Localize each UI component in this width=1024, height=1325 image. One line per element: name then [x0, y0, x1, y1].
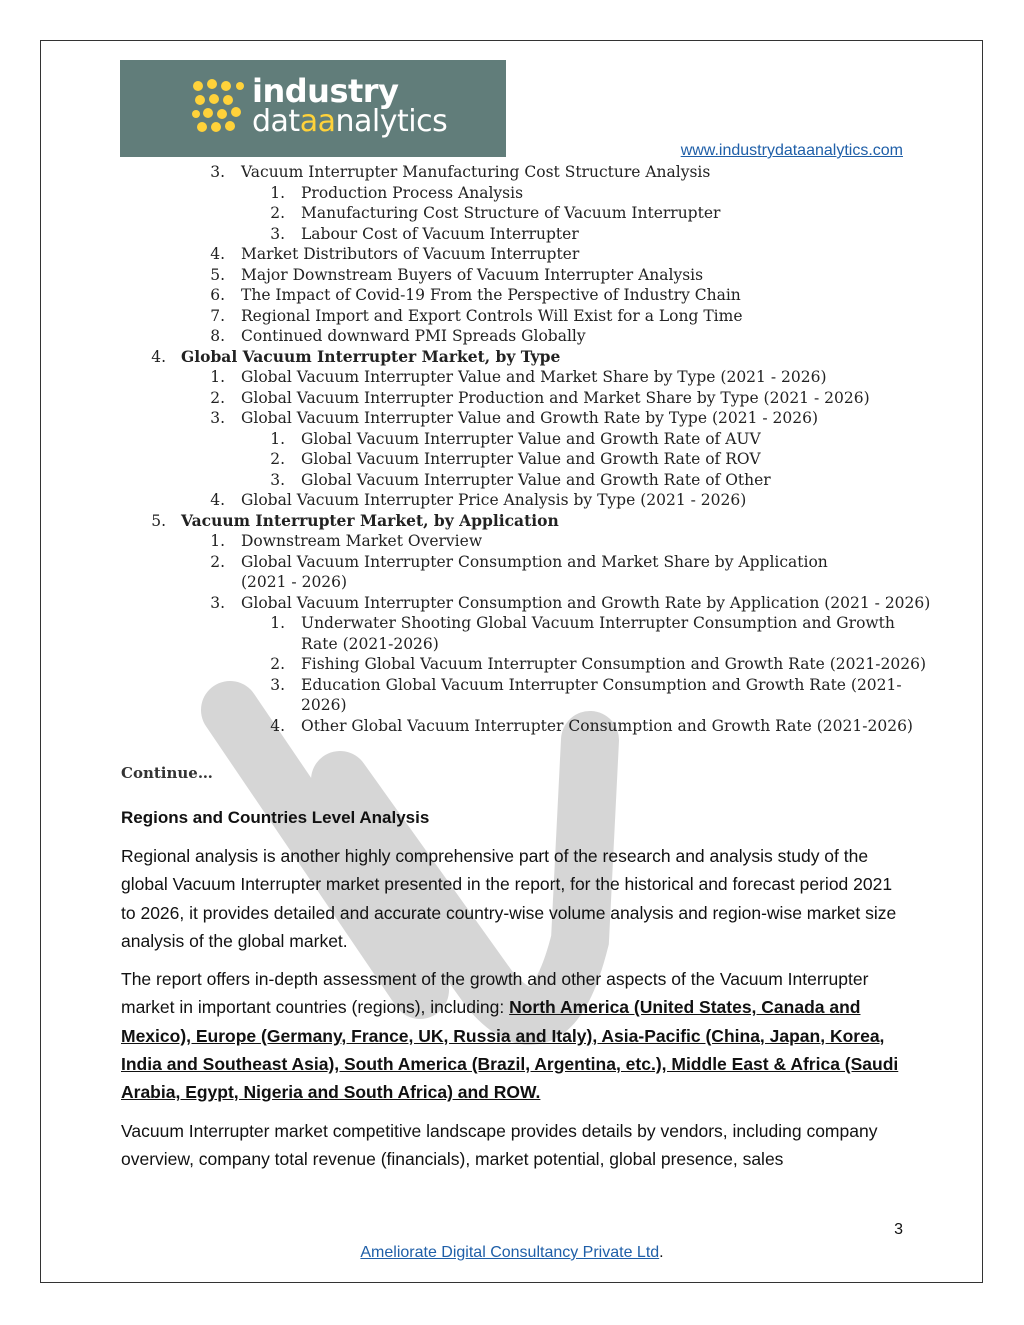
- section-heading: Regions and Countries Level Analysis: [121, 808, 430, 827]
- toc-item-number: 3.: [270, 675, 285, 694]
- toc-item-number: 1.: [270, 429, 285, 448]
- toc-item-number: 2.: [210, 388, 225, 407]
- logo-text-accent: aa: [299, 104, 336, 139]
- continue-label: Continue…: [121, 764, 213, 782]
- toc-item: [0, 531, 1024, 552]
- paragraph-regions: [121, 965, 911, 1106]
- paragraph-competitive-landscape: Vacuum Interrupter market competitive landscape provides details by vendors, including company overview, company total revenue (financials), market potential, global presence, sales: [121, 1121, 878, 1170]
- toc-item-text: Global Vacuum Interrupter Value and Growth Rate of Other: [301, 470, 771, 489]
- toc-item: [0, 511, 1024, 532]
- toc-item-text: Global Vacuum Interrupter Price Analysis by Type (2021 - 2026): [241, 491, 747, 509]
- footer-suffix: .: [659, 1244, 664, 1261]
- toc-item-number: 3.: [210, 593, 225, 612]
- toc-item: [0, 470, 1024, 491]
- toc-item-number: 2.: [270, 655, 285, 673]
- website-link[interactable]: www.industrydataanalytics.com: [680, 142, 903, 159]
- toc-item-number: 4.: [151, 347, 166, 366]
- toc-item-number: 6.: [210, 286, 225, 304]
- toc-item-number: 4.: [270, 716, 285, 735]
- toc-item: [0, 367, 1024, 388]
- toc-item: [0, 429, 1024, 450]
- footer: [0, 1244, 1024, 1262]
- toc-item: [0, 347, 1024, 368]
- toc-item-number: 7.: [210, 306, 225, 325]
- toc-item-text: Global Vacuum Interrupter Value and Growth Rate of ROV: [301, 450, 761, 468]
- toc-item: [0, 654, 1024, 675]
- logo-text-dataanalytics: [252, 104, 447, 139]
- toc-item: [0, 306, 1024, 327]
- toc-item-number: 1.: [270, 183, 285, 202]
- toc-item: [0, 716, 1024, 737]
- toc-item-number: 3.: [270, 224, 285, 243]
- toc-item-text: Production Process Analysis: [301, 183, 524, 202]
- toc-item: [0, 326, 1024, 347]
- toc-item-text: Market Distributors of Vacuum Interrupter: [241, 245, 580, 263]
- toc-item: [0, 183, 1024, 204]
- logo-text-industry: industry: [252, 72, 399, 110]
- toc-item-number: 2.: [210, 552, 225, 571]
- toc-item-number: 4.: [210, 245, 225, 263]
- toc-item-text: Global Vacuum Interrupter Value and Growth Rate of AUV: [301, 429, 761, 448]
- footer-company-link[interactable]: Ameliorate Digital Consultancy Private Ltd: [360, 1244, 660, 1261]
- toc-item-number: 1.: [210, 368, 225, 386]
- toc-item-number: 5.: [210, 265, 225, 284]
- toc-item-number: 2.: [270, 204, 285, 222]
- toc-item-number: 8.: [210, 327, 225, 345]
- toc-item: [0, 162, 1024, 183]
- toc-item: [0, 593, 1024, 614]
- toc-item-text: Manufacturing Cost Structure of Vacuum Interrupter: [301, 204, 721, 222]
- toc-item-text: Major Downstream Buyers of Vacuum Interrupter Analysis: [241, 265, 704, 284]
- toc-item-text: Underwater Shooting Global Vacuum Interrupter Consumption and Growth Rate (2021-2026): [301, 614, 895, 653]
- logo-dots-icon: [190, 78, 246, 134]
- toc-item-text: Downstream Market Overview: [241, 532, 483, 550]
- toc-item-text: Vacuum Interrupter Market, by Application: [181, 510, 559, 530]
- toc-item-text: Global Vacuum Interrupter Value and Growth Rate by Type (2021 - 2026): [241, 409, 819, 427]
- regions-link[interactable]: North America (United States, Canada and Mexico), Europe (Germany, France, UK, Russia and Italy), Asia-Pacific (China, Japan, Korea, India and Southeast Asia), South America (Brazil, Argentina, etc.), Middle East & Africa (Saudi Arabia, Egypt, Nigeria and South Africa) and ROW.: [121, 997, 899, 1103]
- toc-item-text: Labour Cost of Vacuum Interrupter: [301, 224, 579, 243]
- toc-item-number: 3.: [210, 163, 225, 181]
- toc-item-number: 2.: [270, 450, 285, 468]
- toc-item-number: 1.: [270, 614, 285, 632]
- toc-item: [0, 244, 1024, 265]
- toc-item-text: The Impact of Covid-19 From the Perspective of Industry Chain: [241, 286, 741, 304]
- toc-item: [0, 449, 1024, 470]
- logo-text-part1: dat: [252, 104, 300, 139]
- toc-item-text: Global Vacuum Interrupter Market, by Type: [181, 346, 561, 366]
- toc-item-number: 3.: [270, 470, 285, 489]
- toc-item: [0, 388, 1024, 409]
- toc-item: [0, 675, 1024, 716]
- toc-item: [0, 285, 1024, 306]
- toc-item-number: 5.: [151, 511, 166, 530]
- page-number: 3: [894, 1221, 903, 1238]
- toc-item: [0, 490, 1024, 511]
- toc-item-text: Global Vacuum Interrupter Production and Market Share by Type (2021 - 2026): [241, 388, 870, 407]
- toc-item-number: 1.: [210, 532, 225, 550]
- toc-item-text: Other Global Vacuum Interrupter Consumption and Growth Rate (2021-2026): [301, 716, 913, 735]
- toc-item: [0, 613, 1024, 654]
- toc-item: [0, 265, 1024, 286]
- paragraph-regions-intro: The report offers in-depth assessment of the growth and other aspects of the Vacuum Interrupter market in important countries (regions), including:: [121, 969, 869, 1018]
- toc-item-number: 3.: [210, 409, 225, 427]
- toc-item-text: Regional Import and Export Controls Will Exist for a Long Time: [241, 306, 743, 325]
- toc-item: [0, 203, 1024, 224]
- toc-item: [0, 224, 1024, 245]
- company-logo: [120, 60, 506, 157]
- toc-item: [0, 552, 1024, 593]
- toc-item-text: Global Vacuum Interrupter Consumption and Growth Rate by Application (2021 - 2026): [241, 593, 931, 612]
- logo-text-part2: nalytics: [335, 104, 448, 139]
- toc-item-text: Vacuum Interrupter Manufacturing Cost Structure Analysis: [241, 163, 711, 181]
- toc-item-text: Global Vacuum Interrupter Consumption and Market Share by Application (2021 - 2026): [241, 552, 828, 591]
- toc-item-number: 4.: [210, 491, 225, 509]
- toc-item: [0, 408, 1024, 429]
- toc-item-text: Global Vacuum Interrupter Value and Market Share by Type (2021 - 2026): [241, 368, 827, 386]
- toc-item-text: Continued downward PMI Spreads Globally: [241, 327, 586, 345]
- table-of-contents: [0, 162, 1024, 736]
- paragraph-regional-analysis: Regional analysis is another highly comprehensive part of the research and analysis study of the global Vacuum Interrupter market presented in the report, for the historical and forecast period 2021 to 2026, it provides detailed and accurate country-wise volume analysis and region-wise market size analysis of the global market.: [121, 846, 897, 951]
- toc-item-text: Education Global Vacuum Interrupter Consumption and Growth Rate (2021-2026): [301, 675, 902, 714]
- toc-item-text: Fishing Global Vacuum Interrupter Consumption and Growth Rate (2021-2026): [301, 655, 926, 673]
